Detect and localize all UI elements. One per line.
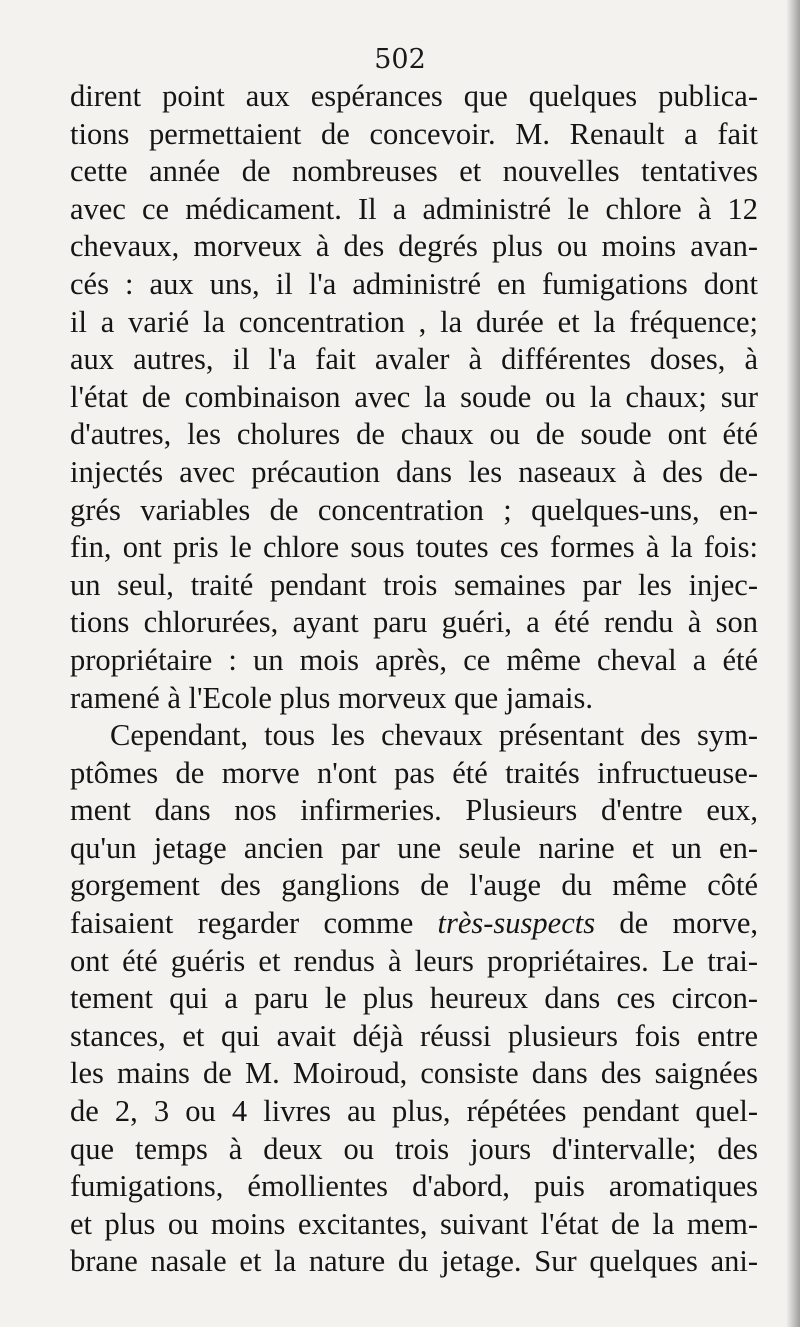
page-edge-shadow bbox=[786, 0, 800, 1327]
paragraph-end-line: ramené à l'Ecole plus morveux que jamais. bbox=[70, 680, 593, 715]
text-line: aux autres, il l'a fait avaler à différentes doses, à bbox=[70, 342, 758, 377]
text-line: injectés avec précaution dans les naseaux à des de- bbox=[70, 454, 758, 489]
text-line: tions permettaient de concevoir. M. Renault a fait bbox=[70, 116, 758, 151]
text-line: dirent point aux espérances que quelques publica- bbox=[70, 79, 758, 113]
text-line: chevaux, morveux à des degrés plus ou moins avan- bbox=[70, 229, 758, 264]
text-run: de morve, bbox=[595, 906, 758, 941]
text-line: de 2, 3 ou 4 livres au plus, répétées pendant quel- bbox=[70, 1094, 758, 1129]
page-number: 502 bbox=[374, 44, 426, 75]
text-line: un seul, traité pendant trois semaines par les injec- bbox=[70, 567, 758, 602]
text-line: il a varié la concentration , la durée et la fréquence; bbox=[70, 304, 758, 339]
text-line: avec ce médicament. Il a administré le chlore à 12 bbox=[70, 191, 758, 226]
text-line: qu'un jetage ancien par une seule narine et un en- bbox=[70, 830, 758, 865]
text-line: fin, ont pris le chlore sous toutes ces formes à la fois: bbox=[70, 530, 758, 565]
text-line: tions chlorurées, ayant paru guéri, a été rendu à son bbox=[70, 605, 758, 640]
text-line: cés : aux uns, il l'a administré en fumigations dont bbox=[70, 266, 758, 301]
text-line: et plus ou moins excitantes, suivant l'état de la mem- bbox=[70, 1206, 758, 1241]
body-text bbox=[70, 78, 758, 1281]
text-line-with-italic bbox=[70, 905, 758, 943]
text-line: ont été guéris et rendus à leurs propriétaires. Le trai- bbox=[70, 943, 758, 978]
text-line: les mains de M. Moiroud, consiste dans des saignées bbox=[70, 1056, 758, 1091]
text-line: fumigations, émollientes d'abord, puis aromatiques bbox=[70, 1169, 758, 1204]
text-line: grés variables de concentration ; quelques-uns, en- bbox=[70, 492, 758, 527]
text-line: ptômes de morve n'ont pas été traités infructueuse- bbox=[70, 755, 758, 790]
text-line: tement qui a paru le plus heureux dans ces circon- bbox=[70, 981, 758, 1016]
text-line: cette année de nombreuses et nouvelles tentatives bbox=[70, 154, 758, 189]
text-line: brane nasale et la nature du jetage. Sur quelques ani- bbox=[70, 1244, 758, 1279]
paragraph-start-line: Cependant, tous les chevaux présentant des sym- bbox=[110, 718, 758, 753]
text-run: faisaient regarder comme bbox=[70, 906, 438, 941]
text-line: que temps à deux ou trois jours d'intervalle; des bbox=[70, 1131, 758, 1166]
text-line: stances, et qui avait déjà réussi plusieurs fois entre bbox=[70, 1018, 758, 1053]
text-line: gorgement des ganglions de l'auge du même côté bbox=[70, 868, 758, 903]
text-line: l'état de combinaison avec la soude ou la chaux; sur bbox=[70, 379, 758, 414]
text-line: d'autres, les cholures de chaux ou de soude ont été bbox=[70, 417, 758, 452]
text-line: propriétaire : un mois après, ce même cheval a été bbox=[70, 642, 758, 677]
italic-phrase: très-suspects bbox=[437, 906, 596, 941]
text-line: ment dans nos infirmeries. Plusieurs d'entre eux, bbox=[70, 793, 758, 828]
